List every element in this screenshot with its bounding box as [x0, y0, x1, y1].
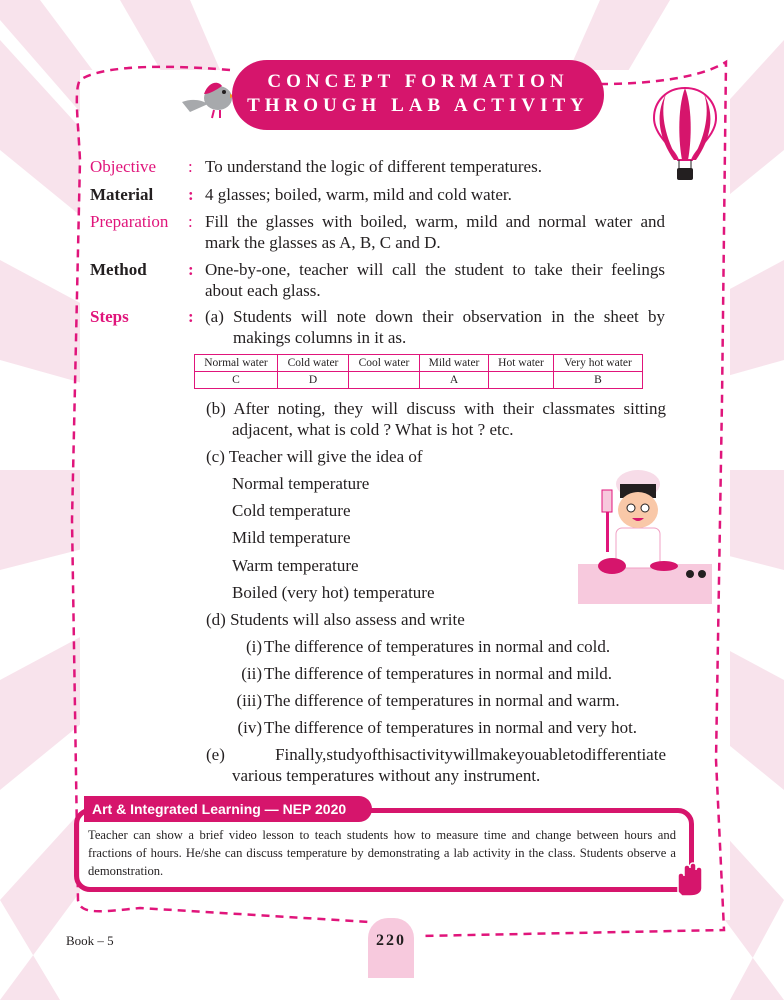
- preparation-colon: :: [188, 212, 193, 231]
- table-cell: A: [420, 372, 489, 389]
- observation-table: [194, 354, 643, 389]
- table-header-cell: Cold water: [278, 355, 349, 372]
- hand-icon: [674, 862, 704, 896]
- table-header-cell: Hot water: [489, 355, 554, 372]
- material-label: Material: [90, 185, 154, 204]
- steps-a-text: (a) Students will note down their observation in the sheet by makings columns in it as.: [205, 307, 665, 347]
- table-header-cell: Mild water: [420, 355, 489, 372]
- list-item: Boiled (very hot) temperature: [232, 583, 435, 602]
- list-item-number: (ii): [241, 664, 262, 683]
- objective-colon: :: [188, 157, 193, 176]
- table-header-cell: Normal water: [195, 355, 278, 372]
- title-banner: [232, 60, 604, 130]
- table-cell: [349, 372, 420, 389]
- material-colon: :: [188, 185, 194, 204]
- table-cell: C: [195, 372, 278, 389]
- list-item: Cold temperature: [232, 501, 351, 520]
- art-learning-title: Art & Integrated Learning — NEP 2020: [84, 796, 372, 822]
- objective-text: To understand the logic of different temperatures.: [205, 157, 542, 176]
- list-item-number: (i): [245, 637, 262, 656]
- method-label: Method: [90, 260, 147, 279]
- banner-line-1: CONCEPT FORMATION: [267, 71, 569, 92]
- steps-colon: :: [188, 307, 194, 326]
- steps-label: Steps: [90, 307, 129, 326]
- objective-label: Objective: [90, 157, 157, 176]
- step-b: (b) After noting, they will discuss with their classmates sitting adjacent, what is cold ? What is hot ? etc.: [206, 399, 666, 439]
- banner-line-2: THROUGH LAB ACTIVITY: [247, 95, 589, 116]
- list-item: The difference of temperatures in normal and warm.: [264, 691, 620, 710]
- list-item: Mild temperature: [232, 528, 351, 547]
- table-header-row: [195, 355, 643, 372]
- book-label: Book – 5: [66, 933, 114, 948]
- table-header-cell: Very hot water: [554, 355, 643, 372]
- list-item: The difference of temperatures in normal and cold.: [264, 637, 611, 656]
- list-item: The difference of temperatures in normal and very hot.: [264, 718, 638, 737]
- list-item: The difference of temperatures in normal and mild.: [264, 664, 613, 683]
- method-colon: :: [188, 260, 194, 279]
- list-item: Warm temperature: [232, 556, 359, 575]
- list-item: Normal temperature: [232, 474, 370, 493]
- preparation-label: Preparation: [90, 212, 169, 231]
- art-learning-text: Teacher can show a brief video lesson to teach students how to measure time and change between hours and fractions of hours. He/she can discuss temperature by demonstrating a lab activity in the class. Students observe a demonstration.: [88, 828, 676, 878]
- material-text: 4 glasses; boiled, warm, mild and cold water.: [205, 185, 512, 204]
- table-cell: [489, 372, 554, 389]
- list-item-number: (iii): [236, 691, 262, 710]
- preparation-text: Fill the glasses with boiled, warm, mild and normal water and mark the glasses as A, B, C and D.: [205, 212, 665, 252]
- method-text: One-by-one, teacher will call the student to take their feelings about each glass.: [205, 260, 665, 300]
- step-c: (c) Teacher will give the idea of: [206, 447, 423, 466]
- bird-icon: [178, 72, 238, 120]
- step-e: (e) Finally,studyofthisactivitywillmakeyouabletodifferentiate various temperatures without any instrument.: [206, 745, 666, 785]
- table-cell: B: [554, 372, 643, 389]
- chef-cooking-illustration: [578, 470, 712, 604]
- table-row: [195, 372, 643, 389]
- table-header-cell: Cool water: [349, 355, 420, 372]
- step-d: (d) Students will also assess and write: [206, 610, 465, 629]
- page-number: 220: [368, 918, 414, 978]
- list-item-number: (iv): [237, 718, 262, 737]
- table-cell: D: [278, 372, 349, 389]
